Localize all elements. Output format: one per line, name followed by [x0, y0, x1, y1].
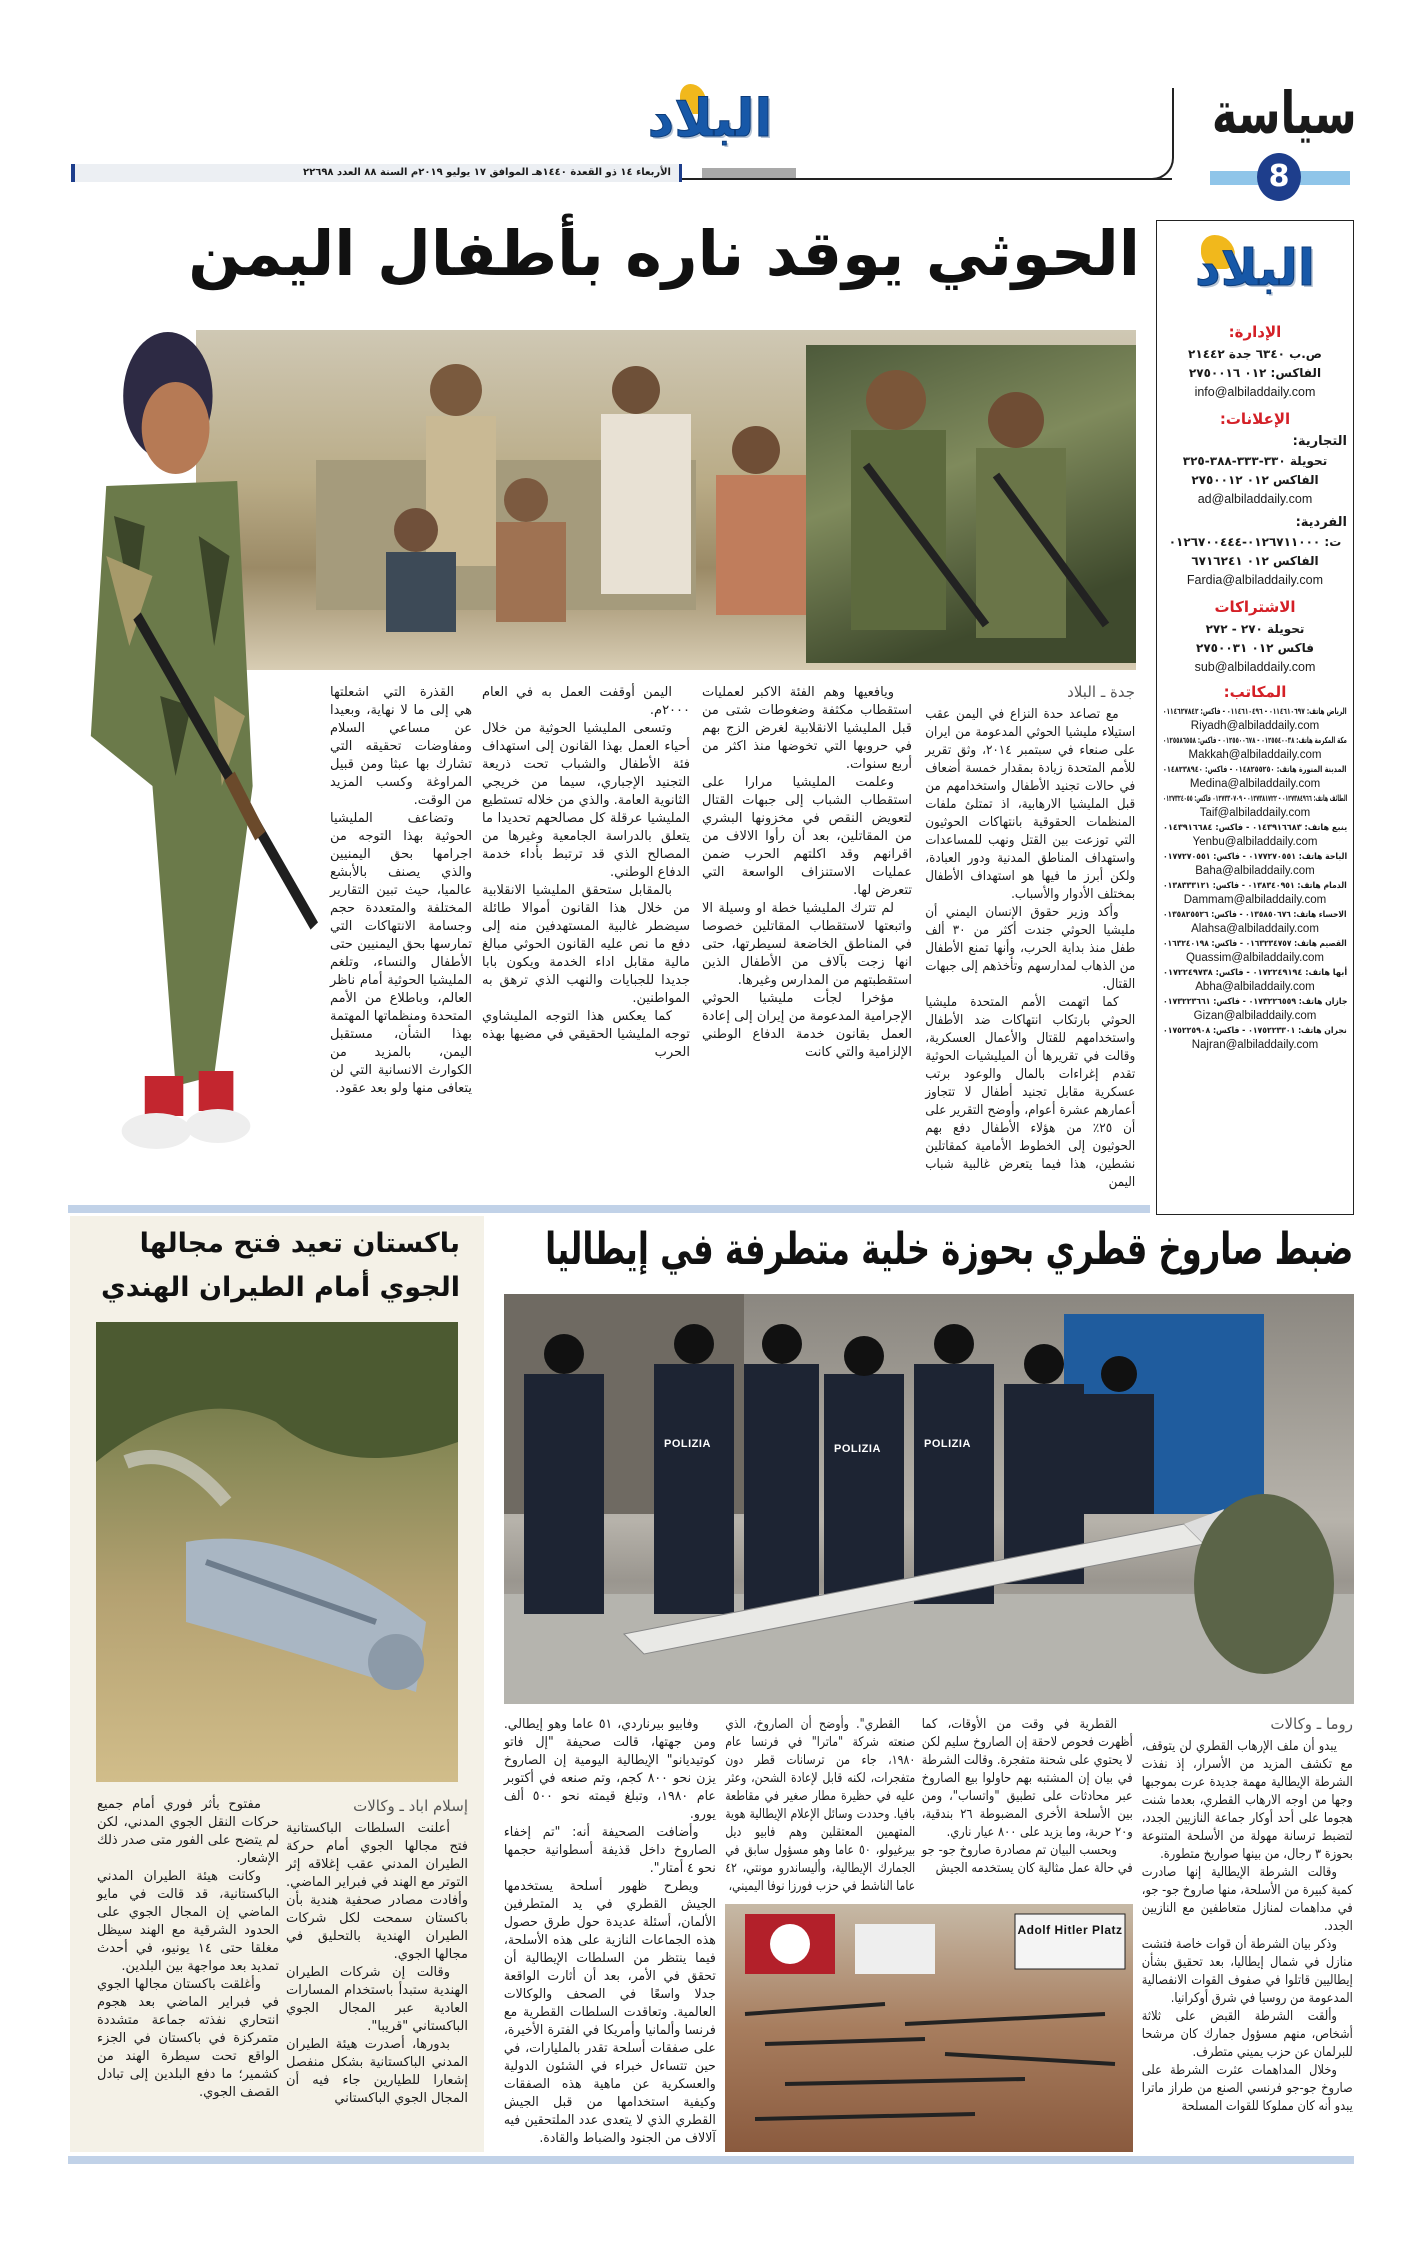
offices-title: المكاتب:: [1223, 683, 1287, 701]
article-paragraph: مع تصاعد حدة النزاع في اليمن عقب استيلاء مليشيا الحوثي المدعومة من ايران على صنعاء في سبتمبر ٢٠١٤، وثق تقرير للأمم المتحدة زيادة بمقدار خمسة أضعاف في حالات تجنيد الأطفال واستخدامهم من قبل المليشيا الارهابية، اذ تمتلئ ملفات المنظمات الحقوقية بانتهاكات الحوثيون التي توزعت بين القتل ونهب للمساعدات واستهداف المناطق المدنية ودور العبادة، ولكن أبرز ما فيها هو استهداف الأطفال بمختلف الأدوار والأسباب.: [925, 707, 1135, 902]
office-email[interactable]: Alahsa@albiladdaily.com: [1191, 923, 1319, 935]
section-divider: [68, 1205, 1150, 1213]
italy-seized-weapons-photo: [725, 1904, 1133, 2152]
office-email[interactable]: Riyadh@albiladdaily.com: [1190, 720, 1320, 732]
individual-title: الفردية:: [1295, 515, 1347, 530]
offices-list: [1157, 705, 1353, 1053]
article-paragraph: وكانت هيئة الطيران المدني الباكستانية، قد قالت في مايو الماضي إن المجال الجوي على الحدود الشرقية مع الهند سيظل مغلقا حتى ١٤ يونيو، في أحدث تمديد بعد مواجهة بين البلدين.: [97, 1869, 279, 1974]
commercial-title: التجارية:: [1292, 434, 1347, 449]
article-paragraph: بدورها، أصدرت هيئة الطيران المدني الباكستانية بشكل منفصل إشعارا للطيارين جاء فيه أن المجال الجوي الباكستاني: [286, 2037, 468, 2106]
yemen-child-with-rifle-photo: [60, 316, 322, 1186]
article-paragraph: وقالت إن شركات الطيران الهندية ستبدأ باستخدام المسارات العادية عبر المجال الجوي الباكستاني "قريبا".: [286, 1965, 468, 2034]
page-number: 8: [1257, 153, 1301, 201]
italy-dateline: روما ـ وكالات: [1270, 1715, 1353, 1733]
article-paragraph: ويطرح ظهور أسلحة يستخدمها الجيش القطري في يد المتطرفين الألمان، أسئلة عديدة حول طرق حصول هذه الجماعات النازية على هذه الأسلحة، فيما ينتظر من السلطات الإيطالية أن تحقق في الأمر، بعد أن أثارت الواقعة جدلا واسعًا في الصحف والوكالات العالمية. وتعاقدت السلطات القطرية مع فرنسا وألمانيا وأمريكا في الفترة الأخيرة، على صفقات أسلحة تقدر بالمليارات، في حين تتساءل خبراء في الشئون الدولية والعسكرية عن ماهية هذه الصفقات وكيفية استخدامها من قبل الجيش القطري الذي لا يتعدى عدد الملتحقين فيه آلالاف من الجنود والضباط والقادة.: [504, 1879, 716, 2146]
column-text: [482, 684, 690, 1062]
ads-title: الإعلانات:: [1219, 410, 1291, 428]
article-paragraph: مفتوح بأثر فوري أمام جميع حركات النقل الجوي المدني، لكن لم يتضح على الفور متى صدر ذلك الإشعار.: [97, 1797, 279, 1866]
article-paragraph: القطري". وأوضح أن الصاروخ، الذي صنعته شركة "ماترا" في فرنسا عام ١٩٨٠، جاء من ترسانات قطر دون متفجرات، لكنه قابل لإعادة الشحن، وعثر عليه في حظيرة مطار صغير في مقاطعة بافيا. وحددت وسائل الإعلام الإيطالية هوية المتهمين المعتقلين وهم فابيو ديل بيرغيولو، ٥٠ عاما وهو مسؤول سابق في الجمارك الإيطالية، وأليساندرو مونتي، ٤٢ عاما الناشط في حزب فورزا نوفا اليميني،: [725, 1717, 916, 1894]
column-text: [504, 1716, 716, 2148]
article-paragraph: كما اتهمت الأمم المتحدة مليشيا الحوثي بارتكاب انتهاكات ضد الأطفال واستخدامهم للقتال والأعمال العسكرية، وقالت في تقريرها أن الميليشيات الحوثية تقدم إغراءات بالمال والوعود برتب عسكرية مقابل تجنيد أطفال لا تتجاوز أعمارهم عشرة أعوام، وأوضح التقرير على أن ٢٥٪ من هؤلاء الأطفال دفع بهم الحوثيون إلى الخطوط الأمامية كمقاتلين نشطين، هذا فيما يتعرض غالبية شباب اليمن: [925, 995, 1135, 1190]
article-paragraph: وأضافت الصحيفة أنه: "تم إخفاء الصاروخ داخل قذيفة أسطوانية حجمها نحو ٤ أمتار".: [504, 1825, 716, 1876]
column-text: [1142, 1738, 1353, 2116]
office-phone-line: القصيم هاتف: ٠١٦٣٢٣٤٧٥٧ - فاكس: ٠١٦٣٢٤٠١٩٨: [1163, 938, 1347, 948]
article-paragraph: وخلال المداهمات عثرت الشرطة على صاروخ جو-جو فرنسي الصنع من طراز ماترا يبدو أنه كان مملوكا للقوات المسلحة: [1142, 2063, 1353, 2114]
italy-column-2: [922, 1716, 1133, 1896]
individual-line: الفاكس ٠١٢ ٦٧١٦٢٤١: [1191, 554, 1319, 568]
yemen-column-4: [330, 684, 472, 1198]
article-paragraph: وبحسب البيان تم مصادرة صاروخ جو- جو في حالة عمل مثالية كان يستخدمه الجيش: [922, 1843, 1133, 1876]
column-text: [330, 684, 472, 1098]
masthead-logo: [640, 82, 780, 156]
photo-vest-text: POLIZIA: [924, 1438, 971, 1450]
column-text: [702, 684, 912, 1062]
subscriptions-line: تحويلة ٢٧٠ - ٢٧٢: [1205, 622, 1305, 636]
office-email[interactable]: Najran@albiladdaily.com: [1191, 1039, 1319, 1051]
italy-column-4: [504, 1716, 716, 2148]
logo-text: البلاد: [647, 89, 773, 149]
office-phone-line: نجران هاتف: ٠١٧٥٢٢٣٣٠١ - فاكس: ٠١٧٥٢٢٥٩٠٨: [1163, 1025, 1347, 1035]
column-text: [922, 1716, 1133, 1878]
photo-vest-text: POLIZIA: [834, 1443, 881, 1455]
article-paragraph: اليمن أوقفت العمل به في العام ٢٠٠٠م.: [482, 685, 690, 718]
office-phone-line: مكة المكرمة هاتف: ٠١٢٥٥٤٠٠٣٨ - ٠١٢٥٥٠٠٦٧٨ - فاكس: ٠١٢٥٥٨٦٥٥٨: [1163, 735, 1347, 745]
office-email[interactable]: Medina@albiladdaily.com: [1189, 778, 1321, 790]
pakistan-wreckage-photo: [96, 1322, 458, 1782]
office-phone-line: الدمام هاتف: ٠١٣٨٣٤٠٩٥١ - فاكس: ٠١٣٨٣٣٣١٢١: [1163, 880, 1347, 890]
admin-line: ص.ب ٦٣٤٠ جدة ٢١٤٤٢: [1188, 347, 1322, 361]
article-paragraph: وأكد وزير حقوق الإنسان اليمني أن مليشيا الحوثي جندت أكثر من ٣٠ ألف طفل منذ بداية الحرب، وأنها تمنع الأطفال من الذهاب لمدارسهم وتأخذهم إلى جبهات القتال.: [925, 905, 1135, 992]
pakistan-column-1: [286, 1820, 468, 2146]
article-paragraph: أعلنت السلطات الباكستانية فتح مجالها الجوي أمام حركة الطيران المدني عقب إغلاقه إثر التوتر مع الهند في فبراير الماضي. وأفادت مصادر صحفية هندية بأن باكستان سمحت لكل شركات الطيران الهندية بالتحليق في مجالها الجوي.: [286, 1821, 468, 1962]
admin-line: الفاكس: ٠١٢ ٢٧٥٠٠١٦: [1188, 366, 1322, 380]
yemen-headline: الحوثي يوقد ناره بأطفال اليمن: [188, 217, 1140, 290]
article-paragraph: وتسعى المليشيا الحوثية من خلال أحياء العمل بهذا القانون إلى استهداف فئة الأطفال والشباب تحت ذريعة التجنيد الإجباري، سيما من خريجي الثانوية العامة. والذي من خلاله تستطيع المليشيا عرقلة كل مصالحهم تحديدا ما يتعلق بالدراسة الجامعية وغيرها من المصالح الذي قد ترتبط بأداء خدمة الدفاع الوطني.: [482, 721, 690, 880]
column-text: [97, 1796, 279, 2102]
individual-line: ت: ٠١٢٦٧١١٠٠٠-٠١٢٦٧٠٠٤٤٤: [1168, 535, 1342, 549]
office-email[interactable]: Quassim@albiladdaily.com: [1185, 952, 1324, 964]
article-paragraph: كما يعكس هذا التوجه المليشاوي توجه المليشيا الحقيقي في مضيها بهذه الحرب: [482, 1009, 690, 1060]
individual-email[interactable]: Fardia@albiladdaily.com: [1186, 573, 1324, 587]
office-email[interactable]: Gizan@albiladdaily.com: [1193, 1010, 1317, 1022]
article-paragraph: وذكر بيان الشرطة أن قوات خاصة فتشت منازل في شمال إيطاليا، بعد تحقيق بشأن إيطاليين قاتلوا في صفوف القوات الانفصالية المدعومة من روسيا في شرق أوكرانيا.: [1142, 1937, 1353, 2006]
article-paragraph: وقالت الشرطة الإيطالية إنها صادرت كمية كبيرة من الأسلحة، منها صاروخ جو- جو، في مداهمات لمنازل متعاطفين مع النازيين الجدد.: [1142, 1865, 1353, 1934]
office-phone-line: الباحة هاتف: ٠١٧٧٢٧٠٥٥١ - فاكس: ٠١٧٧٢٧٠٥٥١: [1162, 851, 1347, 861]
admin-email[interactable]: info@albiladdaily.com: [1194, 385, 1316, 399]
office-phone-line: أبها هاتف: ٠١٧٢٢٤٩١٩٤ - فاكس: ٠١٧٢٢٤٩٧٣٨: [1162, 967, 1347, 977]
office-phone-line: ينبع هاتف: ٠١٤٣٩١٦٦٨٣ - فاكس: ٠١٤٣٩١٦٦٨٤: [1162, 822, 1347, 832]
article-paragraph: وأغلقت باكستان مجالها الجوي في فبراير الماضي بعد هجوم انتحاري نفذته جماعة متشددة متمركزة في باكستان في الجزء الواقع تحت سيطرة الهند من كشمير؛ ما دفع البلدين إلى تبادل القصف الجوي.: [97, 1977, 279, 2100]
pakistan-headline-line2: الجوي أمام الطيران الهندي: [100, 1272, 460, 1303]
article-paragraph: لم تترك المليشيا خطة او وسيلة الا واتبعتها لاستقطاب المقاتلين خصوصا في المناطق الخاضعة لسيطرتها، حتى انها زجت بآلاف من الأطفال الذين استقطبتهم من المدارس وغيرها.: [702, 901, 912, 988]
masthead-band: [702, 168, 796, 178]
article-paragraph: بالمقابل ستحقق المليشيا الانقلابية من خلال هذا القانون أموالا طائلة سيضطر غالبية المستهدفين منه إلى دفع ما نص عليه القانون الحوثي مبالغ مالية مقابل اداء الخدمة ويكون بابا جديدا للجبايات والنهب الذي ترهق به المواطنين.: [482, 883, 690, 1006]
yemen-column-3: [482, 684, 690, 1198]
office-email[interactable]: Taif@albiladdaily.com: [1199, 807, 1311, 819]
issue-date-line: الأربعاء ١٤ ذو القعدة ١٤٤٠هـ الموافق ١٧ يوليو ٢٠١٩م السنة ٨٨ العدد ٢٢٦٩٨: [71, 164, 682, 182]
commercial-email[interactable]: ad@albiladdaily.com: [1197, 492, 1313, 506]
page-bottom-divider: [68, 2156, 1354, 2164]
article-paragraph: القطرية في وقت من الأوقات، كما أظهرت فحوص لاحقة إن الصاروخ سليم لكن لا يحتوي على شحنة متفجرة. وقالت الشرطة في بيان إن المشتبه بهم حاولوا بيع الصاروخ عبر محادثات على تطبيق "واتساب"، ومن بين الأسلحة الأخرى المضبوطة ٢٦ بندقية، و٢٠ حربة، وما يزيد على ٨٠٠ عيار ناري.: [922, 1717, 1133, 1840]
commercial-line: الفاكس ٠١٢ ٢٧٥٠٠١٢: [1191, 473, 1319, 487]
commercial-line: تحويلة ٣٣٠-٣٣٣-٣٨٨-٣٢٥: [1182, 454, 1328, 468]
office-phone-line: الاحساء هاتف: ٠١٣٥٨٥٠٦٧٦ - فاكس: ٠١٣٥٨٢٥٥٢٦: [1163, 909, 1347, 919]
article-paragraph: مؤخرا لجأت مليشيا الحوثي الإجرامية المدعومة من إيران إلى إعادة العمل بقانون خدمة الدفاع الوطني الإلزامية والتي كانت: [702, 991, 912, 1060]
italy-column-1: [1142, 1738, 1353, 2148]
subscriptions-title: الاشتراكات: [1214, 598, 1296, 616]
subscriptions-email[interactable]: sub@albiladdaily.com: [1194, 660, 1316, 674]
yemen-column-2: [702, 684, 912, 1198]
article-paragraph: يبدو أن ملف الإرهاب القطري لن يتوقف، مع تكشف المزيد من الأسرار، إذ نفذت الشرطة الإيطالية مهمة جديدة عرت بموجبها وجها من اوجه الارهاب القطري، بعدما شنت هجوما على أحد أوكار جماعة النازيين الجدد، لتضبط ترسانة مهولة من الأسلحة المتنوعة بحوزة ٣ رجال، من بينها صواريخ متطورة.: [1142, 1739, 1353, 1862]
logo-text: البلاد: [1195, 239, 1315, 297]
office-phone-line: جازان هاتف: ٠١٧٣٢٢٦٥٥٩ - فاكس: ٠١٧٣٢٢٣٦٦١: [1162, 996, 1347, 1006]
italy-headline: ضبط صاروخ قطري بحوزة خلية متطرفة في إيطاليا: [544, 1224, 1353, 1275]
office-email[interactable]: Abha@albiladdaily.com: [1195, 981, 1315, 993]
office-email[interactable]: Dammam@albiladdaily.com: [1183, 894, 1327, 906]
article-paragraph: وتضاعف المليشيا الحوثية بهذا التوجه من اجرامها بحق اليمنيين والذي يصنف بالأبشع عالميا، حيث تبين التقارير المختلفة والمتعددة حجم وجسامة الانتهاكات التي تمارسها بحق اليمنيين حتى الأطفال والنساء، وتلغم المليشيا الحوثية أمام ناظر العالم، وباطلاع من الأمم المتحدة ومنظماتها المهتمة بهذا الشأن، مستقبل اليمن، بالمزيد من الكوارث الانسانية التي لن يتعافى منها ولو بعد عقود.: [330, 811, 472, 1096]
pakistan-dateline: إسلام اباد ـ وكالات: [353, 1797, 468, 1815]
person-head: [430, 364, 482, 416]
yemen-child-soldiers-photo: [806, 345, 1136, 663]
office-email[interactable]: Baha@albiladdaily.com: [1195, 865, 1315, 877]
subscriptions-line: فاكس ٠١٢ ٢٧٥٠٠٣١: [1196, 641, 1314, 655]
pakistan-headline-line1: باكستان تعيد فتح مجالها: [139, 1228, 460, 1259]
article-paragraph: القذرة التي اشعلتها هي إلى ما لا نهاية، وبعيدا عن مساعي السلام ومفاوضات تحقيقه التي تشارك بها عبثا ومن قبيل المراوغة وكسب المزيد من الوقت.: [330, 685, 472, 808]
office-phone-line: الرياض هاتف: ٠١١٤٦١٠٦٩٧ - ٠١١٤٦١٠٤٩٦ - فاكس: ٠١١٤٦٢٧٨٤٢: [1163, 706, 1347, 716]
italy-column-3: [725, 1716, 915, 1896]
office-phone-line: المدينة المنورة هاتف: ٠١٤٨٢٥٥٢٥٠ - فاكس: ٠١٤٨٢٣٨٩٤٠: [1163, 764, 1347, 774]
pakistan-column-2: [97, 1796, 279, 2146]
office-email[interactable]: Yenbu@albiladdaily.com: [1192, 836, 1318, 848]
contact-sidebar: [1156, 220, 1354, 1215]
yemen-dateline: جدة ـ البلاد: [1067, 683, 1135, 701]
italy-police-missile-photo: [504, 1294, 1354, 1704]
header-divider: [682, 178, 1172, 180]
section-title: سياسة: [1212, 79, 1357, 147]
column-text: [925, 706, 1135, 1192]
article-paragraph: وعلمت المليشيا مرارا على استقطاب الشباب إلى جبهات القتال لتعويض النقص في مخزونها البشري من المقاتلين، بعد أن رأوا الالاف من اقرانهم وقد اكلتهم الحرب ضمن عمليات الاستنزاف الواسعة التي تتعرض لها.: [702, 775, 912, 898]
photo-vest-text: POLIZIA: [664, 1438, 711, 1450]
article-paragraph: وألقت الشرطة القبض على ثلاثة أشخاص، منهم مسؤول جمارك كان مرشحا للبرلمان عن حزب يميني متطرف.: [1142, 2009, 1353, 2060]
yemen-column-1: [925, 706, 1135, 1198]
photo-sign-text: Adolf Hitler Platz: [1017, 1923, 1123, 1937]
admin-title: الإدارة:: [1228, 323, 1282, 341]
column-text: [286, 1820, 468, 2108]
sidebar-logo: [1157, 229, 1353, 307]
header-divider-curve: [1150, 88, 1174, 180]
article-paragraph: ويافعيها وهم الفئة الاكبر لعمليات استقطاب مكثفة وضغوطات شتى من قبل المليشيا الانقلابية لغرض الزج بهم في حروبها التي تخوضها منذ اكثر من أربع سنوات.: [702, 685, 912, 772]
office-phone-line: الطائف هاتف: ٠١٢٧٣٨٤٩٦٦ - ٠١٢٧٣٨١٧٢٢ - ٠١٢٧٣٣٠٧٠٩ فاكس: ٠١٢٧٣٢٤٠٥٥: [1162, 793, 1347, 803]
office-email[interactable]: Makkah@albiladdaily.com: [1188, 749, 1322, 761]
column-text: [725, 1716, 915, 1896]
article-paragraph: وفابيو بيرناردي، ٥١ عاما وهو إيطالي. ومن جهتها، قالت صحيفة "إل فاتو كوتيديانو" الإيطالية اليومية إن الصاروخ يزن نحو ٨٠٠ كجم، وتم صنعه في أكتوبر عام ١٩٨٠، وتبلغ قيمته نحو ٥٠٠ ألف يورو.: [504, 1717, 717, 1822]
